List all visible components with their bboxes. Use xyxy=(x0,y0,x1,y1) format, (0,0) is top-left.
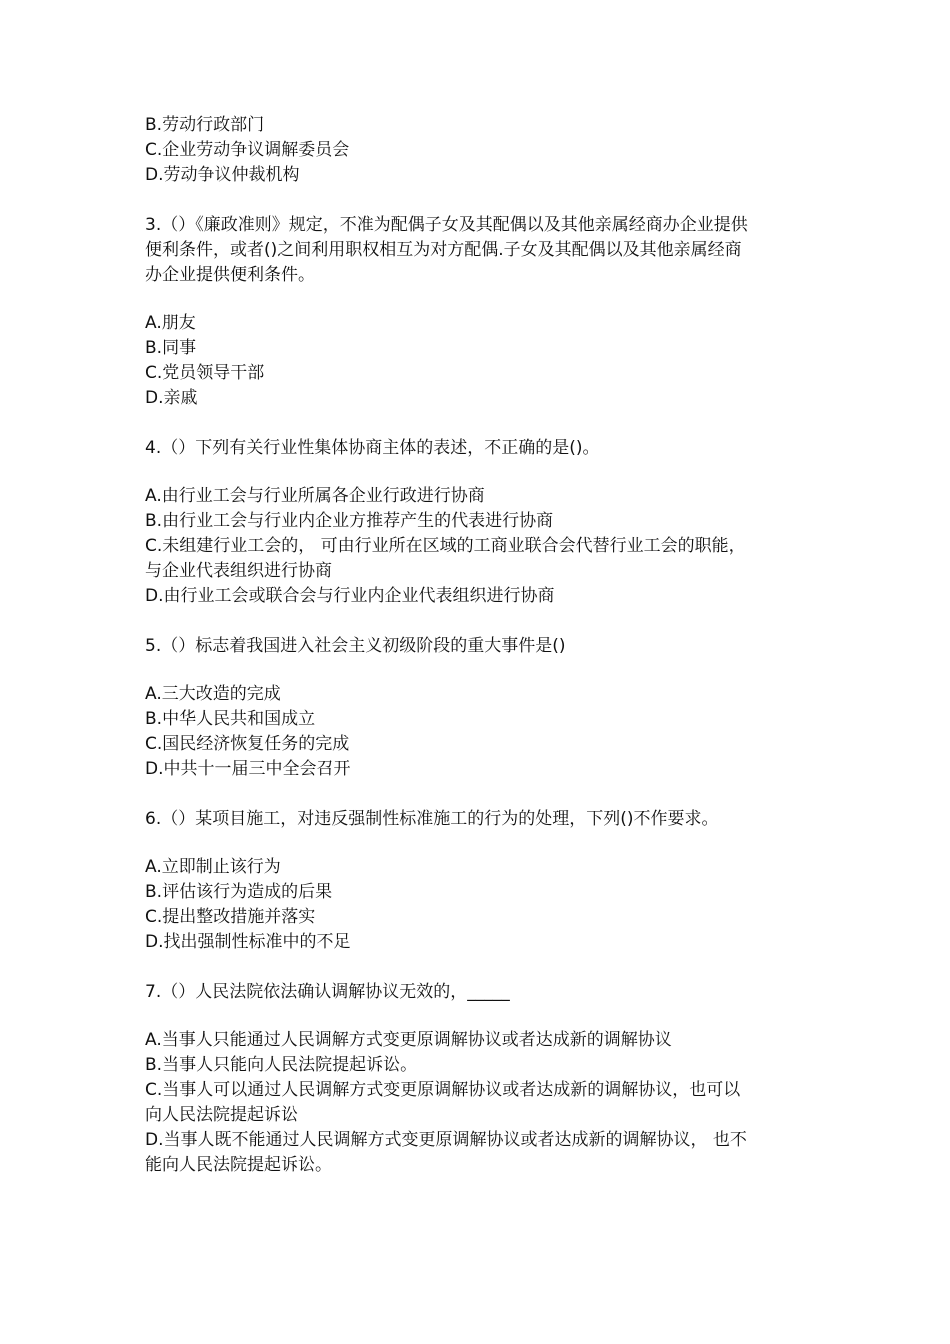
option-line: C.党员领导干部 xyxy=(145,363,265,383)
option-line: D.由行业工会或联合会与行业内企业代表组织进行协商 xyxy=(145,586,555,606)
option-line: C.当事人可以通过人民调解方式变更原调解协议或者达成新的调解协议，也可以 xyxy=(145,1080,741,1100)
question-stem-line: 4.（）下列有关行业性集体协商主体的表述，不正确的是()。 xyxy=(145,438,600,458)
option-line: B.评估该行为造成的后果 xyxy=(145,882,333,902)
option-line: A.三大改造的完成 xyxy=(145,684,281,704)
option-line: B.劳动行政部门 xyxy=(145,115,265,135)
option-line: C.国民经济恢复任务的完成 xyxy=(145,734,350,754)
option-line: A.立即制止该行为 xyxy=(145,857,281,877)
option-line: C.企业劳动争议调解委员会 xyxy=(145,140,350,160)
option-line: B.中华人民共和国成立 xyxy=(145,709,316,729)
question-stem-line: 便利条件，或者()之间利用职权相互为对方配偶.子女及其配偶以及其他亲属经商 xyxy=(145,240,742,260)
option-line: B.由行业工会与行业内企业方推荐产生的代表进行协商 xyxy=(145,511,554,531)
question-block-3 xyxy=(145,213,813,411)
option-line: D.亲戚 xyxy=(145,388,198,408)
document-page xyxy=(145,113,813,1178)
option-line: D.劳动争议仲裁机构 xyxy=(145,165,300,185)
option-line: C.提出整改措施并落实 xyxy=(145,907,316,927)
question-stem-line: 6.（）某项目施工，对违反强制性标准施工的行为的处理，下列()不作要求。 xyxy=(145,809,719,829)
option-line: A.当事人只能通过人民调解方式变更原调解协议或者达成新的调解协议 xyxy=(145,1030,672,1050)
question-stem-line: 7.（）人民法院依法确认调解协议无效的，_____ xyxy=(145,982,510,1002)
question-block-7 xyxy=(145,980,813,1178)
question-block-4 xyxy=(145,436,813,609)
option-line: 与企业代表组织进行协商 xyxy=(145,561,332,581)
option-line: B.同事 xyxy=(145,338,197,358)
option-line: C.未组建行业工会的， 可由行业所在区域的工商业联合会代替行业工会的职能， xyxy=(145,536,746,556)
option-line: D.中共十一届三中全会召开 xyxy=(145,759,351,779)
question-stem-line: 3.（）《廉政准则》规定，不准为配偶子女及其配偶以及其他亲属经商办企业提供 xyxy=(145,215,748,235)
question-stem-line: 办企业提供便利条件。 xyxy=(145,265,315,285)
question-block-5 xyxy=(145,634,813,782)
option-line: D.找出强制性标准中的不足 xyxy=(145,932,351,952)
option-line: A.朋友 xyxy=(145,313,196,333)
option-line: 能向人民法院提起诉讼。 xyxy=(145,1155,332,1175)
question-stem-line: 5.（）标志着我国进入社会主义初级阶段的重大事件是() xyxy=(145,636,566,656)
option-line: 向人民法院提起诉讼 xyxy=(145,1105,298,1125)
previous-question-options xyxy=(145,113,813,188)
option-line: A.由行业工会与行业所属各企业行政进行协商 xyxy=(145,486,485,506)
option-line: D.当事人既不能通过人民调解方式变更原调解协议或者达成新的调解协议， 也不 xyxy=(145,1130,747,1150)
option-line: B.当事人只能向人民法院提起诉讼。 xyxy=(145,1055,418,1075)
question-block-6 xyxy=(145,807,813,955)
